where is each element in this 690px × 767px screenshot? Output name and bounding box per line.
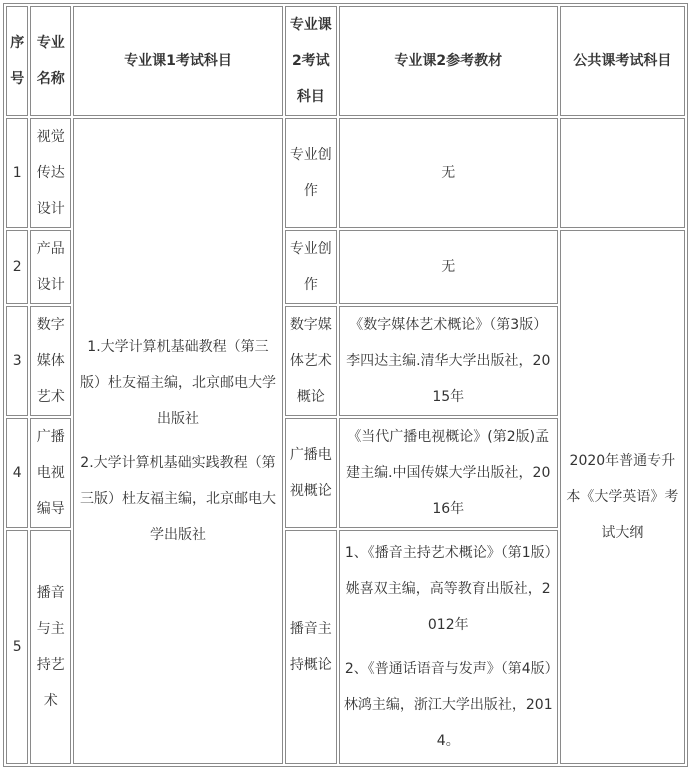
row-number: 3 xyxy=(6,306,28,416)
textbook-item-1: 1、《播音主持艺术概论》（第1版）姚喜双主编，高等教育出版社，2012年 xyxy=(344,545,552,633)
course1-textbook-1: 1.大学计算机基础教程（第三版）杜友福主编，北京邮电大学出版社 xyxy=(79,339,276,427)
row-number: 5 xyxy=(6,530,28,764)
header-seq: 序号 xyxy=(6,6,28,116)
major-name: 播音与主持艺术 xyxy=(30,530,71,764)
course1-textbook-2: 2.大学计算机基础实践教程（第三版）杜友福主编，北京邮电大学出版社 xyxy=(79,455,276,543)
header-major: 专业名称 xyxy=(30,6,71,116)
course2-subject: 广播电视概论 xyxy=(285,418,337,528)
major-name: 数字媒体艺术 xyxy=(30,306,71,416)
textbook-item-2: 2、《普通话语音与发声》（第4版）林鸿主编，浙江大学出版社，2014。 xyxy=(343,661,553,749)
header-course2: 专业课2考试科目 xyxy=(285,6,337,116)
course2-subject: 专业创作 xyxy=(285,230,337,304)
header-row xyxy=(6,6,685,116)
course1-cell xyxy=(73,118,283,764)
course2-subject: 播音主持概论 xyxy=(285,530,337,764)
course2-textbook: 无 xyxy=(339,230,558,304)
major-name: 视觉传达设计 xyxy=(30,118,71,228)
major-name: 广播电视编导 xyxy=(30,418,71,528)
public-course-cell: 2020年普通专升本《大学英语》考试大纲 xyxy=(560,230,685,764)
course2-textbook xyxy=(339,530,558,764)
row-number: 1 xyxy=(6,118,28,228)
table-row xyxy=(6,118,685,228)
major-name: 产品设计 xyxy=(30,230,71,304)
course2-textbook: 《当代广播电视概论》(第2版)孟建主编.中国传媒大学出版社，2016年 xyxy=(339,418,558,528)
row-number: 4 xyxy=(6,418,28,528)
course2-subject: 专业创作 xyxy=(285,118,337,228)
header-textbook: 专业课2参考教材 xyxy=(339,6,558,116)
exam-subjects-table xyxy=(3,3,688,767)
header-course1: 专业课1考试科目 xyxy=(73,6,283,116)
course2-textbook: 无 xyxy=(339,118,558,228)
course2-subject: 数字媒体艺术概论 xyxy=(285,306,337,416)
course2-textbook: 《数字媒体艺术概论》（第3版）李四达主编.清华大学出版社，2015年 xyxy=(339,306,558,416)
public-course-empty xyxy=(560,118,685,228)
row-number: 2 xyxy=(6,230,28,304)
header-public-course: 公共课考试科目 xyxy=(560,6,685,116)
